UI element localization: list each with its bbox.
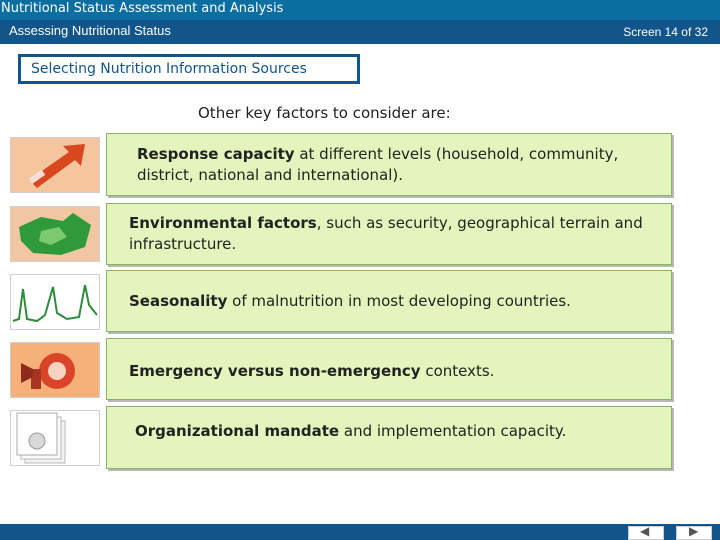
next-arrow-icon: ▶ xyxy=(689,524,699,538)
map-icon xyxy=(10,206,100,262)
screen-counter: Screen 14 of 32 xyxy=(623,25,708,39)
alarm-bell-icon xyxy=(10,342,100,398)
section-title: Selecting Nutrition Information Sources xyxy=(21,57,357,81)
next-button[interactable] xyxy=(676,526,712,540)
module-title: Assessing Nutritional Status xyxy=(9,23,171,38)
factor-text: of malnutrition in most developing countries. xyxy=(227,292,571,310)
factor-bold: Emergency versus non-emergency xyxy=(129,362,421,380)
factor-card xyxy=(106,270,672,332)
prev-button[interactable] xyxy=(628,526,664,540)
factor-card xyxy=(106,203,672,265)
prev-arrow-icon: ◀ xyxy=(640,524,650,538)
factor-bold: Response capacity xyxy=(137,145,295,163)
factor-text: , such as security, geographical terrain and infrastructure. xyxy=(129,214,643,253)
factor-card xyxy=(106,338,672,400)
section-title-box xyxy=(18,54,360,84)
module-bar xyxy=(0,20,720,44)
intro-text: Other key factors to consider are: xyxy=(198,104,451,122)
factor-text: and implementation capacity. xyxy=(339,422,567,440)
waveform-icon xyxy=(10,274,100,330)
factor-bold: Seasonality xyxy=(129,292,228,310)
document-stack-icon xyxy=(10,410,100,466)
footer-bar xyxy=(0,524,720,540)
factor-bold: Organizational mandate xyxy=(135,422,340,440)
course-title-bar xyxy=(0,0,720,20)
arrow-icon xyxy=(10,137,100,193)
factor-bold: Environmental factors xyxy=(129,214,317,232)
factor-card xyxy=(106,133,672,196)
factor-card xyxy=(106,406,672,469)
course-title: Nutritional Status Assessment and Analysis xyxy=(1,1,284,16)
factor-text: contexts. xyxy=(420,362,495,380)
factor-text: at different levels (household, community, district, national and international). xyxy=(137,145,619,184)
